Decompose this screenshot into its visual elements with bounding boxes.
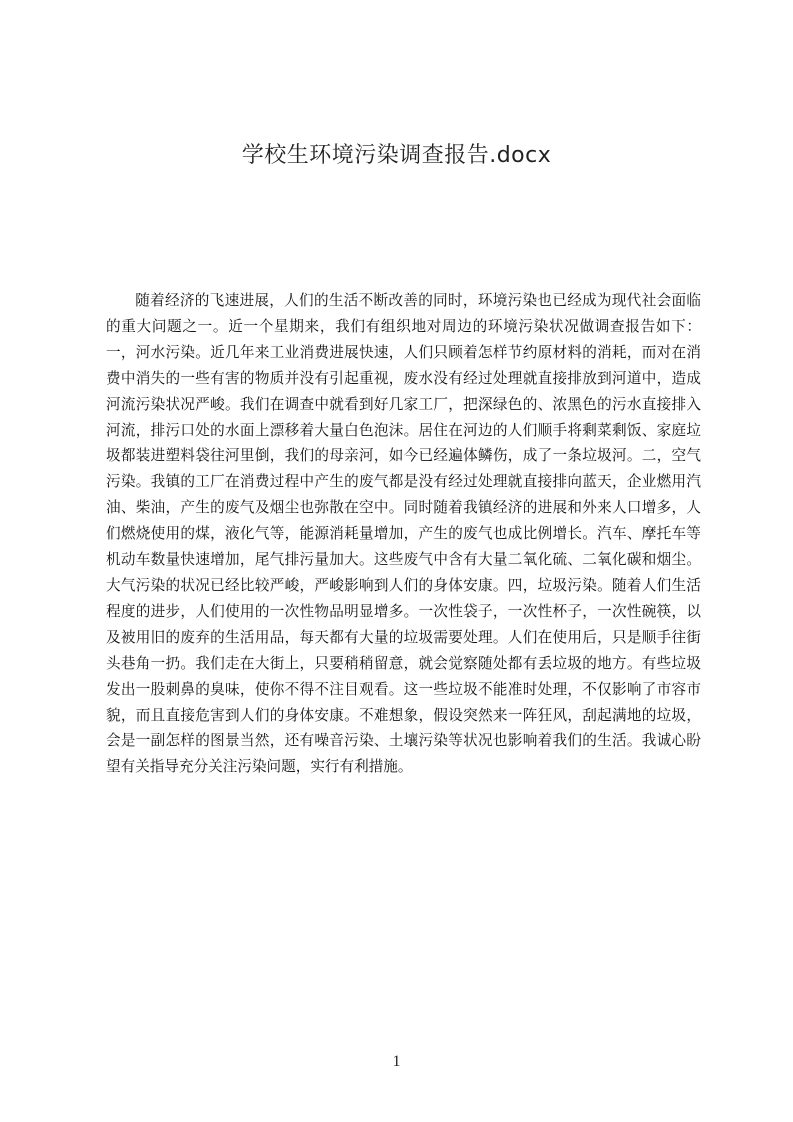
document-title: 学校生环境污染调查报告.docx <box>241 143 552 168</box>
page-number: 1 <box>392 1053 401 1070</box>
body-paragraph: 随着经济的飞速进展，人们的生活不断改善的同时，环境污染也已经成为现代社会面临的重大问题之一。近一个星期来，我们有组织地对周边的环境污染状况做调查报告如下：一，河水污染。近几年来工业消费进展快速，人们只顾着怎样节约原材料的消耗，而对在消费中消失的一些有害的物质并没有引起重视，废水没有经过处理就直接排放到河道中，造成河流污染状况严峻。我们在调查中就看到好几家工厂，把深绿色的、浓黑色的污水直接排入河流，排污口处的水面上漂移着大量白色泡沫。居住在河边的人们顺手将剩菜剩饭、家庭垃圾都装进塑料袋往河里倒，我们的母亲河，如今已经遍体鳞伤，成了一条垃圾河。二，空气污染。我镇的工厂在消费过程中产生的废气都是没有经过处理就直接排向蓝天，企业燃用汽油、柴油，产生的废气及烟尘也弥散在空中。同时随着我镇经济的进展和外来人口增多，人们燃烧使用的煤，液化气等，能源消耗量增加，产生的废气也成比例增长。汽车、摩托车等机动车数量快速增加，尾气排污量加大。这些废气中含有大量二氧化硫、二氧化碳和烟尘。大气污染的状况已经比较严峻，严峻影响到人们的身体安康。四，垃圾污染。随着人们生活程度的进步，人们使用的一次性物品明显增多。一次性袋子，一次性杯子，一次性碗筷，以及被用旧的废弃的生活用品，每天都有大量的垃圾需要处理。人们在使用后，只是顺手往街头巷角一扔。我们走在大街上，只要稍稍留意，就会觉察随处都有丢垃圾的地方。有些垃圾发出一股刺鼻的臭味，使你不得不注目观看。这一些垃圾不能准时处理，不仅影响了市容市貌，而且直接危害到人们的身体安康。不难想象，假设突然来一阵狂风，刮起满地的垃圾，会是一副怎样的图景当然，还有噪音污染、土壤污染等状况也影响着我们的生活。我诚心盼望有关指导充分关注污染问题，实行有利措施。 <box>106 292 701 776</box>
